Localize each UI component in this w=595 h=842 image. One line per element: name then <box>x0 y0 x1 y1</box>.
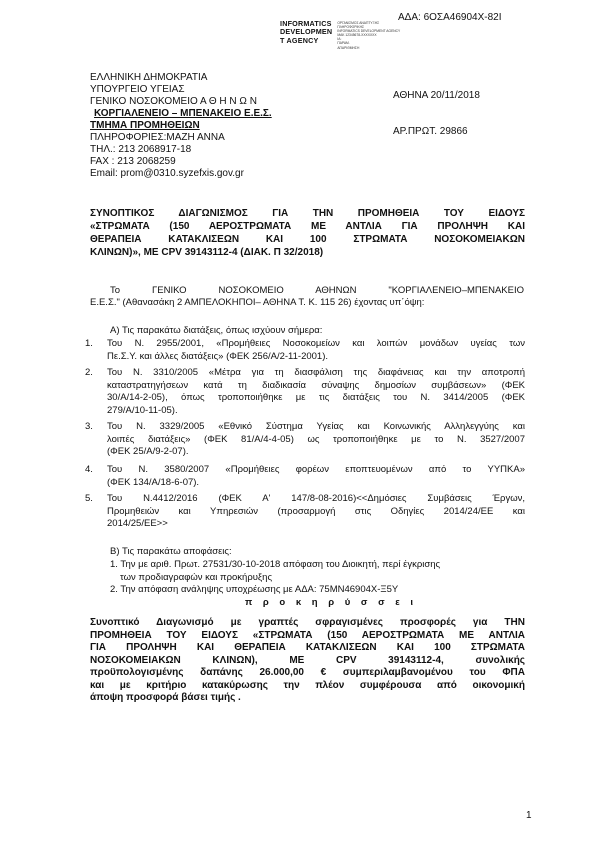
logo-small-line: ΜΑΚ 12345678-XXXXXXX <box>337 33 377 38</box>
logo-line: T AGENCY <box>280 35 319 45</box>
law-item <box>85 493 525 531</box>
hospital-line: ΓΕΝΙΚΟ ΝΟΣΟΚΟΜΕΙΟ Α Θ Η Ν Ω Ν <box>90 96 257 107</box>
protocol-number: ΑΡ.ΠΡΩΤ. 29866 <box>393 126 468 137</box>
email-line: Email: prom@0310.syzefxis.gov.gr <box>90 168 244 179</box>
law-item <box>85 338 525 363</box>
law-line: 279/Α/10-11-05). <box>107 404 178 416</box>
intro-paragraph-line: Ε.Ε.Σ." (Αθανασάκη 2 ΑΜΠΕΛΟΚΗΠΟΙ– ΑΘΗΝΑ Τ. Κ. 115 26) έχοντας υπ΄όψη: <box>90 297 425 308</box>
announcement-line: άποψη προσφορά βάσει τιμής . <box>90 692 241 703</box>
law-item <box>85 367 525 417</box>
section-a-heading: Α) Τις παρακάτω διατάξεις, όπως ισχύουν σήμερα: <box>110 325 323 336</box>
decision-item: 2. Την απόφαση ανάληψης υποχρέωσης με ΑΔΑ: 75ΜΝ46904Χ-Ξ5Υ <box>110 584 399 595</box>
law-line: 2014/25/ΕΕ>> <box>107 518 168 529</box>
logo-small-line: ΠΑΡΑΜ. <box>337 41 350 46</box>
title-line: ΘΕΡΑΠΕΙΑ ΚΑΤΑΚΛΙΣΕΩΝ ΚΑΙ 100 ΣΤΡΩΜΑΤΑ ΝΟΣΟΚΟΜΕΙΑΚΩΝ <box>90 234 525 245</box>
tender-title <box>90 207 525 259</box>
decision-item <box>110 559 525 584</box>
announcement-line: ΓΙΑ ΠΡΟΛΗΨΗ ΚΑΙ ΘΕΡΑΠΕΙΑ ΚΑΤΑΚΛΙΣΕΩΝ ΚΑΙ 100 ΣΤΡΩΜΑΤΑ <box>90 642 525 653</box>
contact-person: ΠΛΗΡΟΦΟΡΙΕΣ:ΜΑΖΗ ΑΝΝΑ <box>90 132 225 143</box>
law-line: 30/Α/14-2-05), όπως τροποποιήθηκε με τις διατάξεις του Ν. 3414/2005 (ΦΕΚ <box>107 392 525 403</box>
logo-small-line: ΠΛΗΡΟΦΟΡΙΚΗΣ <box>337 25 364 30</box>
proclaims-heading: π ρ ο κ η ρ ύ σ σ ε ι <box>245 597 418 608</box>
law-line: καταστρατηγήσεων κατά τη διαδικασία σύναψης δημοσίων συμβάσεων» (ΦΕΚ <box>107 379 525 391</box>
announcement-line: ΠΡΟΜΗΘΕΙΑ ΤΟΥ ΕΙΔΟΥΣ «ΣΤΡΩΜΑΤΑ (150 ΑΕΡΟΣΤΡΩΜΑΤΑ ΜΕ ΑΝΤΛΙΑ <box>90 629 525 641</box>
logo-small-text <box>337 21 400 50</box>
ministry-line: ΥΠΟΥΡΓΕΙΟ ΥΓΕΙΑΣ <box>90 84 185 95</box>
logo-small-line: ΟΡΓΑΝΙΣΜΟΣ ΑΝΑΠΤΥΞΗΣ <box>337 21 380 25</box>
law-line: Του Ν.4412/2016 (ΦΕΚ Α' 147/8-08-2016)<<Δημόσιες Συμβάσεις Έργων, <box>107 493 525 504</box>
logo-line: INFORMATICS <box>280 19 332 28</box>
logo-text <box>280 20 332 50</box>
ada-code: ΑΔΑ: 6ΟΣΑ46904Χ-82Ι <box>398 12 502 23</box>
law-line: Πε.Σ.Υ. και άλλες διατάξεις» (ΦΕΚ 256/Α/2-11-2001). <box>107 350 329 362</box>
law-line: Του Ν. 2955/2001, «Προμήθειες Νοσοκομείων και λοιπών μονάδων υγείας των <box>107 338 525 349</box>
department-name: ΤΜΗΜΑ ΠΡΟΜΗΘΕΙΩΝ <box>90 120 200 131</box>
law-line: Προμηθειών και Υπηρεσιών (προσαρμογή στις Οδηγίες 2014/24/ΕΕ και <box>107 505 525 517</box>
law-number: 5. <box>85 493 93 504</box>
law-line: λοιπές διατάξεις» (ΦΕΚ 81/Α/4-4-05) ως τροποποιήθηκε με το Ν. 3527/2007 <box>107 433 525 445</box>
section-b-heading: Β) Τις παρακάτω αποφάσεις: <box>110 546 232 557</box>
logo-small-line: ΙΑ: <box>337 37 342 42</box>
announcement-line: προϋπολογισμένης δαπάνης 26.000,00 € συμπεριλαμβανομένου του ΦΠΑ <box>90 667 525 678</box>
law-number: 2. <box>85 367 93 378</box>
hospital-name: ΚΟΡΓΙΑΛΕΝΕΙΟ – ΜΠΕΝΑΚΕΙΟ Ε.Ε.Σ. <box>94 108 272 119</box>
law-item <box>85 464 525 489</box>
intro-paragraph-line: Το ΓΕΝΙΚΟ ΝΟΣΟΚΟΜΕΙΟ ΑΘΗΝΩΝ "ΚΟΡΓΙΑΛΕΝΕΙΟ–ΜΠΕΝΑΚΕΙΟ <box>110 285 524 296</box>
title-line: ΚΛΙΝΩΝ)», ΜΕ CPV 39143112-4 (ΔΙΑΚ. Π 32/2018) <box>90 247 324 258</box>
title-line: «ΣΤΡΩΜΑΤΑ (150 ΑΕΡΟΣΤΡΩΜΑΤΑ ΜΕ ΑΝΤΛΙΑ ΓΙΑ ΠΡΟΛΗΨΗ ΚΑΙ <box>90 221 525 232</box>
title-line: ΣΥΝΟΠΤΙΚΟΣ ΔΙΑΓΩΝΙΣΜΟΣ ΓΙΑ ΤΗΝ ΠΡΟΜΗΘΕΙΑ ΤΟΥ ΕΙΔΟΥΣ <box>90 208 525 219</box>
sender-header <box>90 72 272 180</box>
republic-line: ΕΛΛΗΝΙΚΗ ΔΗΜΟΚΡΑΤΙΑ <box>90 72 208 83</box>
law-line: Του Ν. 3310/2005 «Μέτρα για τη διασφάλιση της διαφάνειας και την αποτροπή <box>107 367 525 378</box>
fax-line: FAX : 213 2068259 <box>90 156 176 167</box>
law-line: Του Ν. 3580/2007 «Προμήθειες φορέων εποπτευομένων από το ΥΥΠΚΑ» <box>107 464 525 475</box>
law-line: (ΦΕΚ 25/Α/9-2-07). <box>107 446 189 457</box>
phone-line: ΤΗΛ.: 213 2068917-18 <box>90 144 192 155</box>
logo-small-line: ΑΠΑΡΙΘΜΗΣΗ <box>337 45 360 50</box>
decision-line: των προδιαγραφών και προκήρυξης <box>120 571 273 583</box>
decision-line: 1. Την με αριθ. Πρωτ. 27531/30-10-2018 απόφαση του Διοικητή, περί έγκρισης <box>110 559 441 570</box>
announcement-line: Συνοπτικό Διαγωνισμό με γραπτές σφραγισμένες προσφορές για ΤΗΝ <box>90 617 525 628</box>
law-number: 3. <box>85 421 93 432</box>
informatics-agency-logo <box>280 20 400 50</box>
logo-small-line: INFORMATICS DEVELOPMENT AGENCY <box>337 29 401 34</box>
law-line: (ΦΕΚ 134/Α/18-6-07). <box>107 476 200 488</box>
law-line: Του Ν. 3329/2005 «Εθνικό Σύστημα Υγείας και Κοινωνικής Αλληλεγγύης και <box>107 421 525 432</box>
document-date: ΑΘΗΝΑ 20/11/2018 <box>393 90 480 101</box>
tender-announcement <box>90 617 525 705</box>
logo-line: DEVELOPMEN <box>280 27 333 37</box>
page-number: 1 <box>526 810 532 821</box>
announcement-line: ΝΟΣΟΚΟΜΕΙΑΚΩΝ ΚΛΙΝΩΝ), ΜΕ CPV 39143112-4, συνολικής <box>90 654 525 666</box>
law-number: 1. <box>85 338 93 349</box>
announcement-line: και με κριτήριο κατακύρωσης την πλέον συμφέρουσα από οικονομική <box>90 679 525 691</box>
law-item <box>85 421 525 459</box>
law-number: 4. <box>85 464 93 475</box>
